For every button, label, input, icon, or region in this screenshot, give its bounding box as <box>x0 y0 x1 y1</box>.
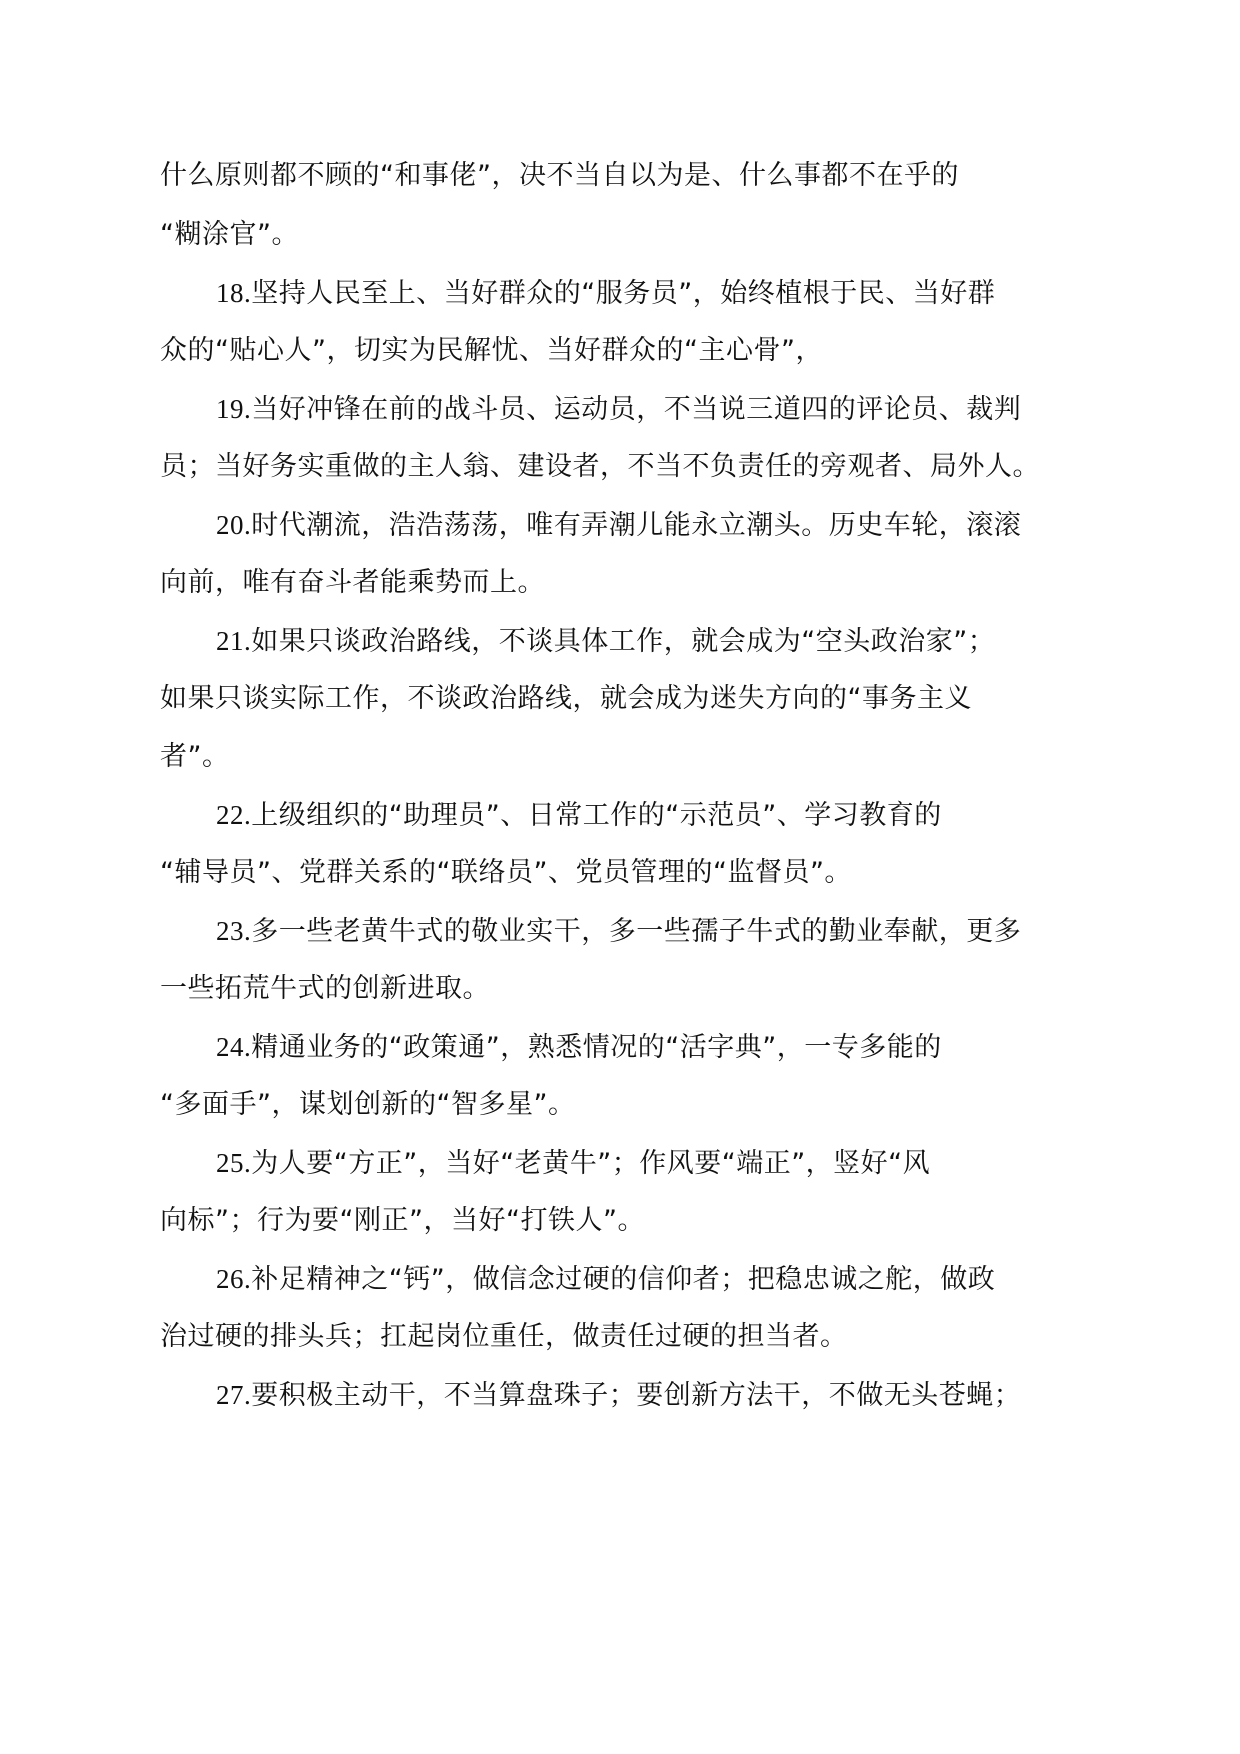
text-line: “糊涂官”。 <box>160 219 299 250</box>
list-item-26: 26.补足精神之“钙”，做信念过硬的信仰者；把稳忠诚之舵，做政 <box>216 1264 996 1295</box>
text-line: 向前，唯有奋斗者能乘势而上。 <box>160 567 545 598</box>
list-item-19: 19.当好冲锋在前的战斗员、运动员，不当说三道四的评论员、裁判 <box>216 394 1022 425</box>
text-line: 一些拓荒牛式的创新进取。 <box>160 973 490 1004</box>
text-line: 什么原则都不顾的“和事佬”，决不当自以为是、什么事都不在乎的 <box>160 160 959 191</box>
list-item-20: 20.时代潮流，浩浩荡荡，唯有弄潮儿能永立潮头。历史车轮，滚滚 <box>216 510 1022 541</box>
list-item-24: 24.精通业务的“政策通”，熟悉情况的“活字典”，一专多能的 <box>216 1032 942 1063</box>
list-item-22: 22.上级组织的“助理员”、日常工作的“示范员”、学习教育的 <box>216 800 942 831</box>
text-line: 治过硬的排头兵；扛起岗位重任，做责任过硬的担当者。 <box>160 1321 848 1352</box>
list-item-18: 18.坚持人民至上、当好群众的“服务员”，始终植根于民、当好群 <box>216 278 996 309</box>
text-line: 向标”；行为要“刚正”，当好“打铁人”。 <box>160 1205 645 1236</box>
text-line: 员；当好务实重做的主人翁、建设者，不当不负责任的旁观者、局外人。 <box>160 451 1040 482</box>
list-item-21: 21.如果只谈政治路线，不谈具体工作，就会成为“空头政治家”； <box>216 626 996 657</box>
text-line: 者”。 <box>160 741 230 772</box>
text-line: 众的“贴心人”，切实为民解忧、当好群众的“主心骨”， <box>160 335 823 366</box>
text-line: “辅导员”、党群关系的“联络员”、党员管理的“监督员”。 <box>160 857 852 888</box>
text-line: 如果只谈实际工作，不谈政治路线，就会成为迷失方向的“事务主义 <box>160 683 972 714</box>
document-page <box>160 0 1080 1754</box>
list-item-25: 25.为人要“方正”，当好“老黄牛”；作风要“端正”，竖好“风 <box>216 1148 931 1179</box>
list-item-23: 23.多一些老黄牛式的敬业实干，多一些孺子牛式的勤业奉献，更多 <box>216 916 1022 947</box>
list-item-27: 27.要积极主动干，不当算盘珠子；要创新方法干，不做无头苍蝇； <box>216 1380 1022 1411</box>
text-line: “多面手”，谋划创新的“智多星”。 <box>160 1089 576 1120</box>
